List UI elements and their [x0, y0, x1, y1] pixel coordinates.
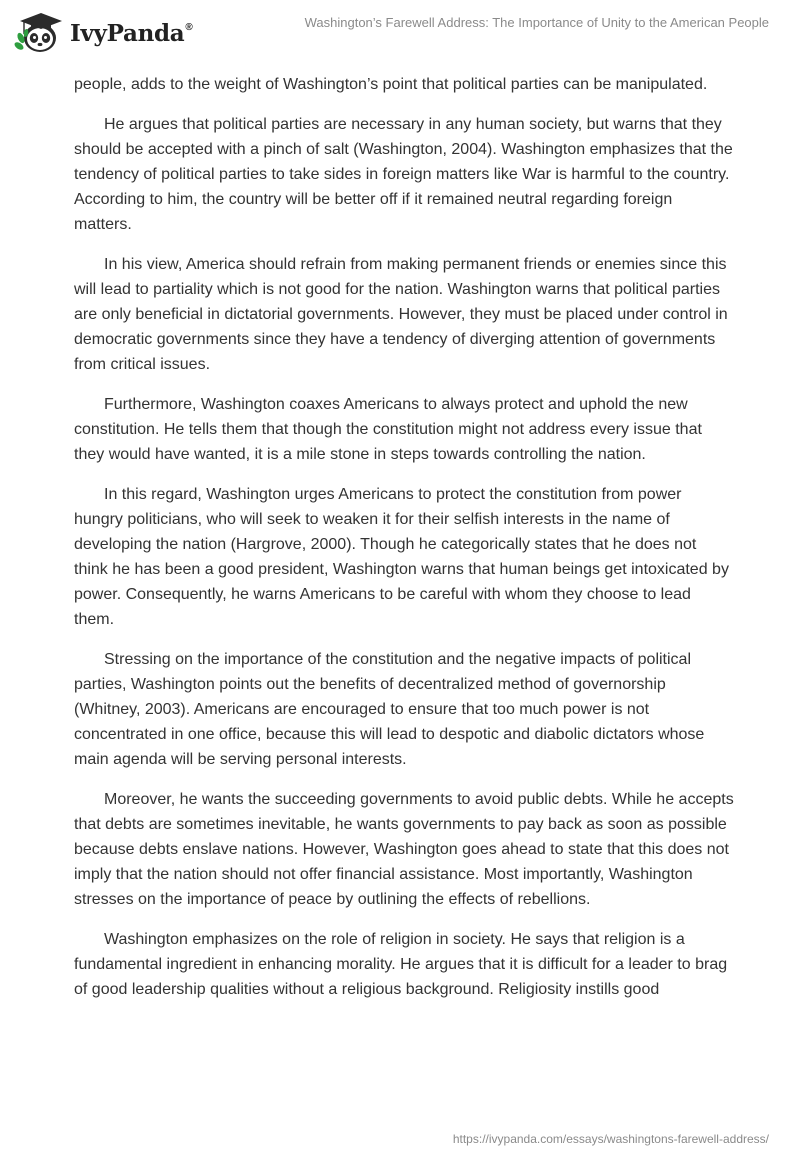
panda-graduation-cap-icon — [14, 8, 64, 56]
paragraph-6: Stressing on the importance of the constitution and the negative impacts of political parties, Washington points out the benefits of decentralized method of governorship (Whitney, 2003). Americans are encouraged to ensure that too much power is not concentrated in one office, because this will lead to despotic and diabolic dictators whose main agenda will be serving personal interests. — [74, 651, 705, 768]
paragraph-1: people, adds to the weight of Washington’s point that political parties can be manipulated. — [74, 76, 708, 93]
ivypanda-logo[interactable] — [14, 8, 192, 56]
essay-body — [74, 72, 734, 1017]
document-title: Washington’s Farewell Address: The Importance of Unity to the American People — [304, 15, 769, 30]
registered-mark: ® — [185, 21, 193, 33]
paragraph-8: Washington emphasizes on the role of religion in society. He says that religion is a fundamental ingredient in enhancing morality. He argues that it is difficult for a leader to brag of good leadership qualities without a religious background. Religiosity instills good — [74, 931, 728, 998]
brand-name: IvyPanda® — [70, 19, 193, 47]
paragraph-2: He argues that political parties are necessary in any human society, but warns that they should be accepted with a pinch of salt (Washington, 2004). Washington emphasizes that the tendency of political parties to take sides in foreign matters like War is harmful to the country. According to him, the country will be better off if it remained neutral regarding foreign matters. — [74, 116, 733, 233]
paragraph-5: In this regard, Washington urges Americans to protect the constitution from power hungry politicians, who will seek to weaken it for their selfish interests in the name of developing the nation (Hargrove, 2000). Though he categorically states that he does not think he has been a good president, Washington warns that human beings get intoxicated by power. Consequently, he warns Americans to be careful with whom they choose to lead them. — [74, 486, 729, 628]
paragraph-4: Furthermore, Washington coaxes Americans to always protect and uphold the new constitution. He tells them that though the constitution might not address every issue that they would have wanted, it is a mile stone in steps towards controlling the nation. — [74, 396, 702, 463]
paragraph-3: In his view, America should refrain from making permanent friends or enemies since this will lead to partiality which is not good for the nation. Washington warns that political parties are only beneficial in dictatorial governments. However, they must be placed under control in democratic governments since they have a tendency of diverging attention of governments from critical issues. — [74, 256, 728, 373]
page-header — [0, 0, 800, 64]
paragraph-7: Moreover, he wants the succeeding governments to avoid public debts. While he accepts that debts are sometimes inevitable, he wants governments to pay back as soon as possible because debts enslave nations. However, Washington goes ahead to state that this does not imply that the nation should not offer financial assistance. Most importantly, Washington stresses on the importance of peace by outlining the effects of rebellions. — [74, 791, 734, 908]
source-url[interactable]: https://ivypanda.com/essays/washingtons-farewell-address/ — [452, 1132, 769, 1146]
